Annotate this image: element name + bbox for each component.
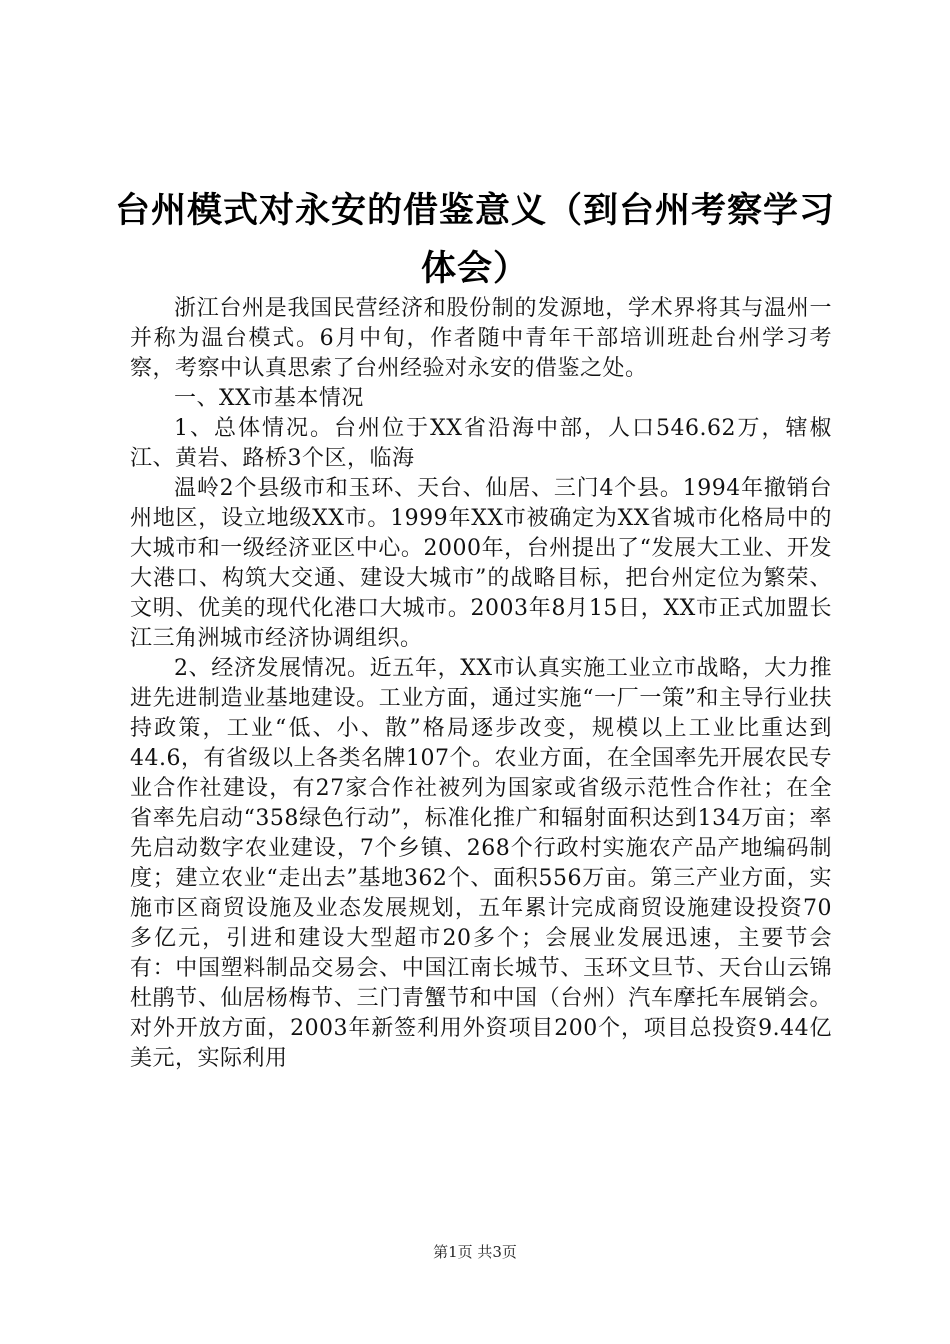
document-title [100, 182, 850, 298]
title-line-2: 体会） [420, 249, 529, 289]
title-line-1: 台州模式对永安的借鉴意义（到台州考察学习 [114, 191, 835, 231]
intro-paragraph: 浙江台州是我国民营经济和股份制的发源地，学术界将其与温州一并称为温台模式。6月中旬，作者随中青年干部培训班赴台州学习考察，考察中认真思索了台州经验对永安的借鉴之处。 [130, 296, 832, 381]
document-body [130, 294, 832, 1074]
overview-paragraph: 1、总体情况。台州位于XX省沿海中部，人口546.62万，辖椒江、黄岩、路桥3个区，临海 [130, 416, 832, 471]
economy-paragraph: 2、经济发展情况。近五年，XX市认真实施工业立市战略，大力推进先进制造业基地建设。工业方面，通过实施“一厂一策”和主导行业扶持政策，工业“低、小、散”格局逐步改变，规模以上工业比重达到44.6，有省级以上各类名牌107个。农业方面，在全国率先开展农民专业合作社建设，有27家合作社被列为国家或省级示范性合作社；在全省率先启动“358绿色行动”，标准化推广和辐射面积达到134万亩；率先启动数字农业建设，7个乡镇、268个行政村实施农产品产地编码制度；建立农业“走出去”基地362个、面积556万亩。第三产业方面，实施市区商贸设施及业态发展规划，五年累计完成商贸设施建设投资70多亿元，引进和建设大型超市20多个；会展业发展迅速，主要节会有：中国塑料制品交易会、中国江南长城节、玉环文旦节、天台山云锦杜鹃节、仙居杨梅节、三门青蟹节和中国（台州）汽车摩托车展销会。对外开放方面，2003年新签利用外资项目200个，项目总投资9.44亿美元，实际利用 [130, 656, 832, 1071]
overview-continued-paragraph: 温岭2个县级市和玉环、天台、仙居、三门4个县。1994年撤销台州地区，设立地级XX市。1999年XX市被确定为XX省城市化格局中的大城市和一级经济亚区中心。2000年，台州提出了“发展大工业、开发大港口、构筑大交通、建设大城市”的战略目标，把台州定位为繁荣、文明、优美的现代化港口大城市。2003年8月15日，XX市正式加盟长江三角洲城市经济协调组织。 [130, 476, 832, 651]
page-footer: 第1页 共3页 [433, 1243, 517, 1261]
section-heading: 一、XX市基本情况 [174, 386, 364, 411]
